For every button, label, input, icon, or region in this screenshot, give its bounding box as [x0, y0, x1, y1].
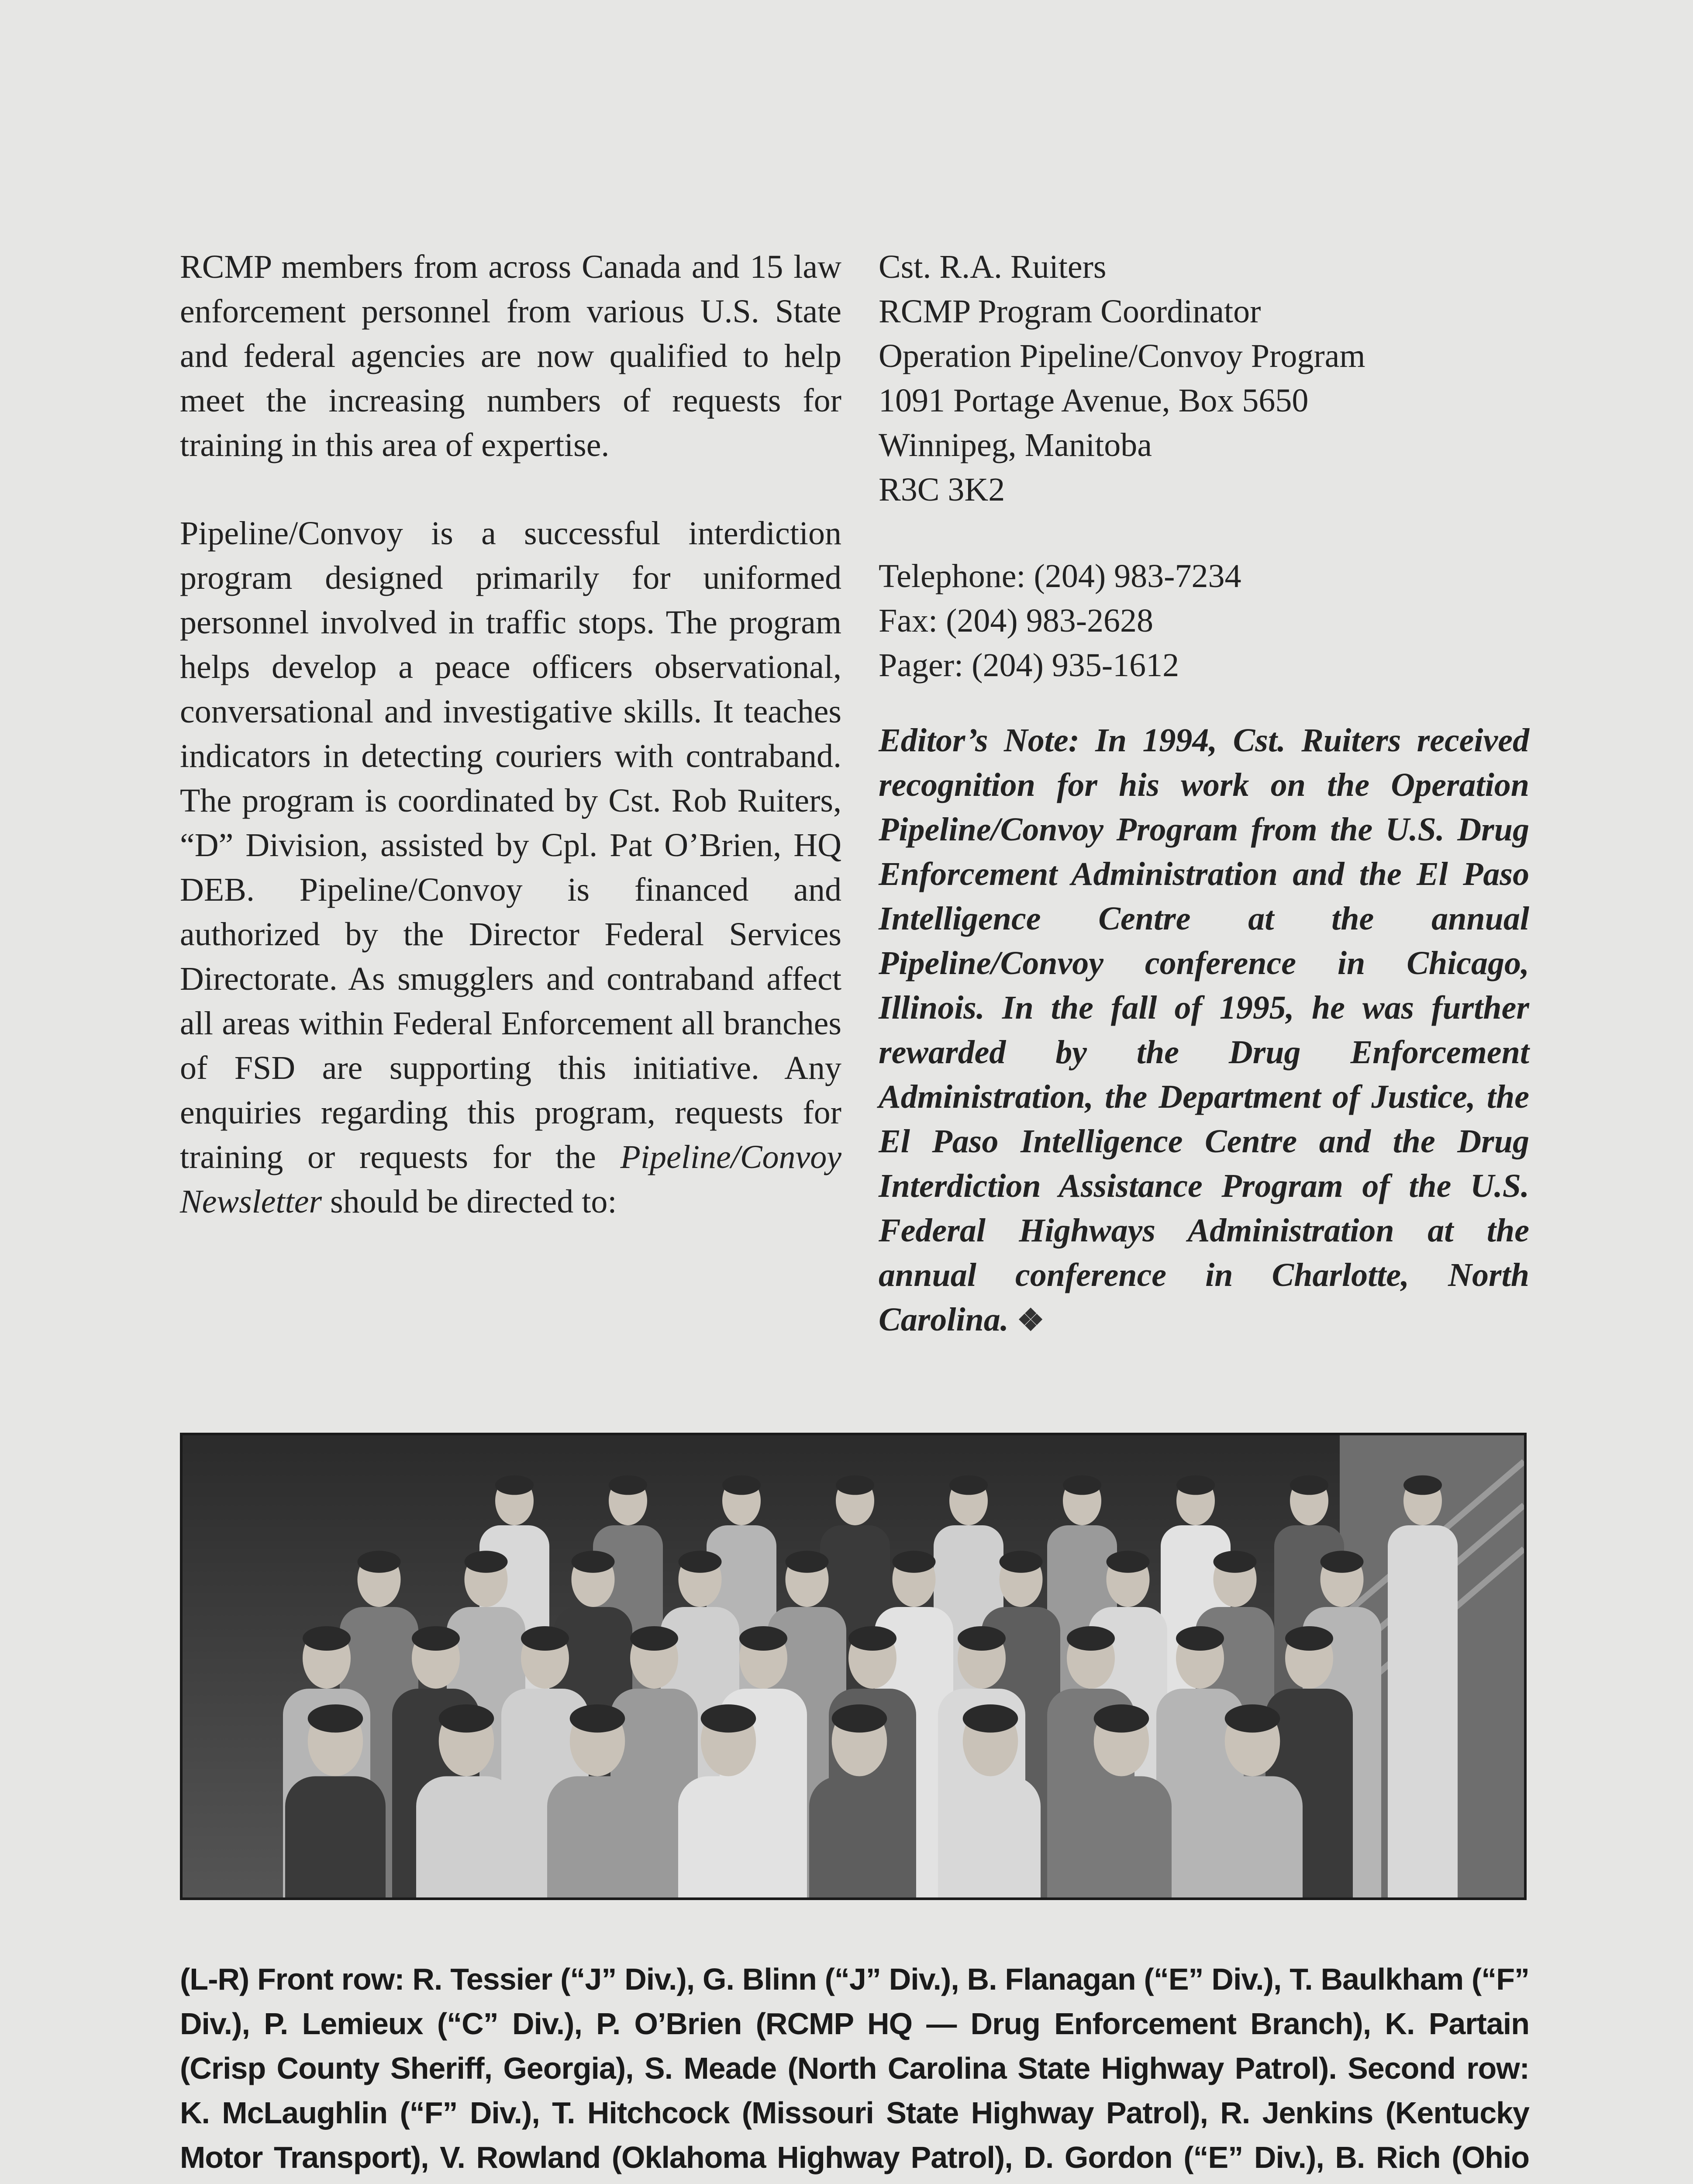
address-line: R3C 3K2 [879, 471, 1005, 508]
end-mark-icon: ❖ [1017, 1304, 1045, 1337]
group-photo [180, 1433, 1527, 1900]
group-photo-illustration [183, 1435, 1524, 1897]
address-line: RCMP Program Coordinator [879, 293, 1261, 330]
program-paragraph-text: Pipeline/Convoy is a successful interdiction program designed primarily for uniformed personnel involved in traffic stops. The program helps develop a peace officers observational, conversational and investigative skills. It teaches indicators in detecting couriers with contraband. The program is coordinated by Cst. Rob Ruiters, “D” Division, assisted by Cpl. Pat O’Brien, HQ DEB. Pipeline/Convoy is financed and authorized by the Director Federal Services Directorate. As smugglers and contraband affect all areas within Federal Enforcement all branches of FSD are supporting this initiative. Any enquiries regarding this program, requests for training or requests for the [180, 515, 841, 1175]
editor-note [879, 718, 1529, 1343]
address-line: Winnipeg, Manitoba [879, 427, 1152, 463]
address-line: Operation Pipeline/Convoy Program [879, 338, 1365, 374]
program-paragraph [180, 511, 841, 1224]
address-line: Cst. R.A. Ruiters [879, 249, 1107, 285]
photo-caption: (L-R) Front row: R. Tessier (“J” Div.), G. Blinn (“J” Div.), B. Flanagan (“E” Div.), T. Baulkham (“F” Div.), P. Lemieux (“C” Div.), P. O’Brien (RCMP HQ — Drug Enforcement Branch), K. Partain (Crisp County Sheriff, Georgia), S. Meade (North Carolina State Highway Patrol). Second row: K. McLaughlin (“F” Div.), T. Hitchcock (Missouri State Highway Patrol), R. Jenkins (Kentucky Motor Transport), V. Rowland (Oklahoma Highway Patrol), D. Gordon (“E” Div.), B. Rich (Ohio [180, 1962, 1529, 2174]
pager: Pager: (204) 935-1612 [879, 647, 1179, 684]
right-column [879, 245, 1529, 1343]
address-block [879, 245, 1529, 512]
fax: Fax: (204) 983-2628 [879, 602, 1154, 639]
address-line: 1091 Portage Avenue, Box 5650 [879, 382, 1309, 419]
contact-block [879, 554, 1529, 688]
left-column [180, 245, 841, 1224]
newsletter-title: Pipeline/Convoy Newsletter [180, 1139, 841, 1220]
editor-note-text: Editor’s Note: In 1994, Cst. Ruiters received recognition for his work on the Operation Pipeline/Convoy Program from the U.S. Drug Enforcement Administration and the El Paso Intelligence Centre at the annual Pipeline/Convoy conference in Chicago, Illinois. In the fall of 1995, he was further rewarded by the Drug Enforcement Administration, the Department of Justice, the El Paso Intelligence Centre and the Drug Interdiction Assistance Program of the U.S. Federal Highways Administration at the annual conference in Charlotte, North Carolina. [879, 722, 1529, 1338]
intro-paragraph: RCMP members from across Canada and 15 law enforcement personnel from various U.S. State and federal agencies are now qualified to help meet the increasing numbers of requests for training in this area of expertise. [180, 249, 841, 463]
program-paragraph-end: should be directed to: [322, 1183, 617, 1220]
telephone: Telephone: (204) 983-7234 [879, 558, 1241, 594]
